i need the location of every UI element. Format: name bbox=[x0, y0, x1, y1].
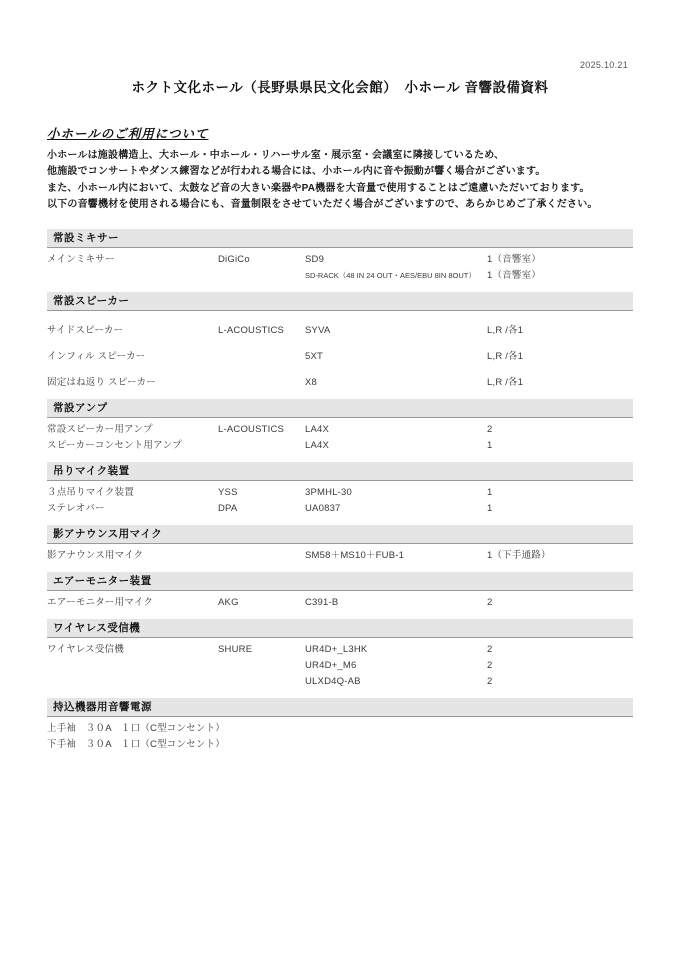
cell-qty: 2 bbox=[487, 597, 493, 609]
cell-model: SD9 bbox=[305, 254, 325, 266]
section-header: エアーモニター装置 bbox=[47, 572, 633, 591]
cell-maker: DPA bbox=[218, 503, 238, 515]
cell-maker bbox=[218, 675, 305, 688]
document-title: ホクト文化ホール（長野県県民文化会館） 小ホール 音響設備資料 bbox=[131, 80, 549, 95]
cell-item: 固定はね返り スピーカー bbox=[47, 377, 156, 389]
cell-maker bbox=[218, 269, 305, 282]
table-row bbox=[47, 499, 633, 515]
cell-model: UA0837 bbox=[305, 503, 341, 515]
intro-line: 以下の音響機材を使用される場合にも、音量制限をさせていただく場合がございますので、あらかじめご了承ください。 bbox=[47, 198, 598, 210]
cell-maker bbox=[218, 376, 305, 389]
intro-block bbox=[47, 124, 633, 213]
section-header: 影アナウンス用マイク bbox=[47, 525, 633, 544]
cell-model: SM58＋MS10＋FUB-1 bbox=[305, 550, 405, 562]
cell-model: 5XT bbox=[305, 351, 324, 363]
intro-line: 小ホールは施設構造上、大ホール・中ホール・リハーサル室・展示室・会議室に隣接しているため、 bbox=[47, 150, 505, 161]
section-amps bbox=[47, 399, 633, 452]
cell-maker: AKG bbox=[218, 597, 239, 609]
cell-power-line: 下手袖 ３０A １口（C型コンセント） bbox=[47, 739, 225, 751]
cell-qty: 2 bbox=[487, 660, 493, 672]
cell-item: スピーカーコンセント用アンプ bbox=[47, 440, 182, 452]
cell-maker bbox=[218, 549, 305, 562]
table-row bbox=[47, 591, 633, 609]
section-hanging-mic bbox=[47, 462, 633, 515]
cell-item: ３点吊りマイク装置 bbox=[47, 487, 134, 499]
cell-maker: L-ACOUSTICS bbox=[218, 325, 285, 337]
section-speakers bbox=[47, 292, 633, 389]
table-row bbox=[47, 481, 633, 499]
cell-item: 影アナウンス用マイク bbox=[47, 550, 144, 562]
cell-maker: YSS bbox=[218, 487, 238, 499]
cell-item: エアーモニター用マイク bbox=[47, 597, 154, 609]
document-content bbox=[47, 124, 633, 761]
section-header: 常設スピーカー bbox=[47, 292, 633, 311]
table-row bbox=[47, 337, 633, 363]
intro-line: 他施設でコンサートやダンス練習などが行われる場合には、小ホール内に音や振動が響く場合がございます。 bbox=[47, 166, 546, 178]
cell-maker: DiGiCo bbox=[218, 254, 250, 266]
cell-item bbox=[47, 659, 218, 672]
table-row bbox=[47, 248, 633, 266]
section-air-monitor bbox=[47, 572, 633, 609]
cell-qty: 1 bbox=[487, 440, 493, 452]
section-wireless bbox=[47, 619, 633, 688]
section-power bbox=[47, 698, 633, 751]
document-date: 2025.10.21 bbox=[579, 60, 628, 70]
cell-power-line: 上手袖 ３０A １口（C型コンセント） bbox=[47, 723, 225, 735]
table-row bbox=[47, 638, 633, 656]
table-row bbox=[47, 717, 633, 735]
cell-maker: L-ACOUSTICS bbox=[218, 424, 285, 436]
cell-qty: 1 bbox=[487, 487, 493, 499]
table-row bbox=[47, 363, 633, 389]
cell-item: 常設スピーカー用アンプ bbox=[47, 424, 153, 436]
section-announce-mic bbox=[47, 525, 633, 562]
cell-model: UR4D+_L3HK bbox=[305, 644, 368, 656]
table-row bbox=[47, 656, 633, 672]
cell-maker bbox=[218, 350, 305, 363]
cell-model: ULXD4Q-AB bbox=[305, 676, 361, 688]
cell-item: メインミキサー bbox=[47, 254, 115, 266]
cell-qty: 2 bbox=[487, 424, 493, 436]
section-header: 常設ミキサー bbox=[47, 229, 633, 248]
table-row bbox=[47, 544, 633, 562]
cell-model: SD-RACK（48 IN 24 OUT・AES/EBU 8IN 8OUT） bbox=[305, 271, 476, 281]
table-row bbox=[47, 418, 633, 436]
intro-line: また、小ホール内において、太鼓など音の大きい楽器やPA機器を大音量で使用することはご遠慮いただいております。 bbox=[47, 182, 590, 194]
section-mixer bbox=[47, 229, 633, 282]
table-row bbox=[47, 436, 633, 452]
equipment-sections bbox=[47, 229, 633, 751]
table-row bbox=[47, 311, 633, 337]
cell-model: LA4X bbox=[305, 440, 330, 452]
section-header: 持込機器用音響電源 bbox=[47, 698, 633, 717]
cell-model: C391-B bbox=[305, 597, 339, 609]
cell-qty: 1（下手通路） bbox=[487, 550, 551, 562]
cell-model: X8 bbox=[305, 377, 318, 389]
cell-qty: 1（音響室） bbox=[487, 254, 541, 266]
cell-qty: 2 bbox=[487, 644, 493, 656]
cell-item: サイドスピーカー bbox=[47, 325, 124, 337]
cell-qty: 1 bbox=[487, 503, 493, 515]
section-header: ワイヤレス受信機 bbox=[47, 619, 633, 638]
intro-heading: 小ホールのご利用について bbox=[47, 127, 209, 141]
cell-qty: 1（音響室） bbox=[487, 270, 541, 282]
cell-item bbox=[47, 675, 218, 688]
cell-qty: 2 bbox=[487, 676, 493, 688]
cell-item: ワイヤレス受信機 bbox=[47, 644, 124, 656]
cell-item: ステレオバー bbox=[47, 503, 105, 515]
cell-qty: L,R /各1 bbox=[487, 351, 524, 363]
table-row bbox=[47, 735, 633, 751]
section-header: 常設アンプ bbox=[47, 399, 633, 418]
cell-model: UR4D+_M6 bbox=[305, 660, 357, 672]
cell-maker bbox=[218, 439, 305, 452]
cell-item bbox=[47, 269, 218, 282]
cell-maker bbox=[218, 659, 305, 672]
cell-model: LA4X bbox=[305, 424, 330, 436]
cell-maker: SHURE bbox=[218, 644, 253, 656]
cell-qty: L,R /各1 bbox=[487, 325, 524, 337]
table-row bbox=[47, 672, 633, 688]
cell-model: SYVA bbox=[305, 325, 331, 337]
table-row bbox=[47, 266, 633, 282]
cell-model: 3PMHL-30 bbox=[305, 487, 353, 499]
section-header: 吊りマイク装置 bbox=[47, 462, 633, 481]
cell-qty: L,R /各1 bbox=[487, 377, 524, 389]
cell-item: インフィル スピーカー bbox=[47, 351, 146, 363]
